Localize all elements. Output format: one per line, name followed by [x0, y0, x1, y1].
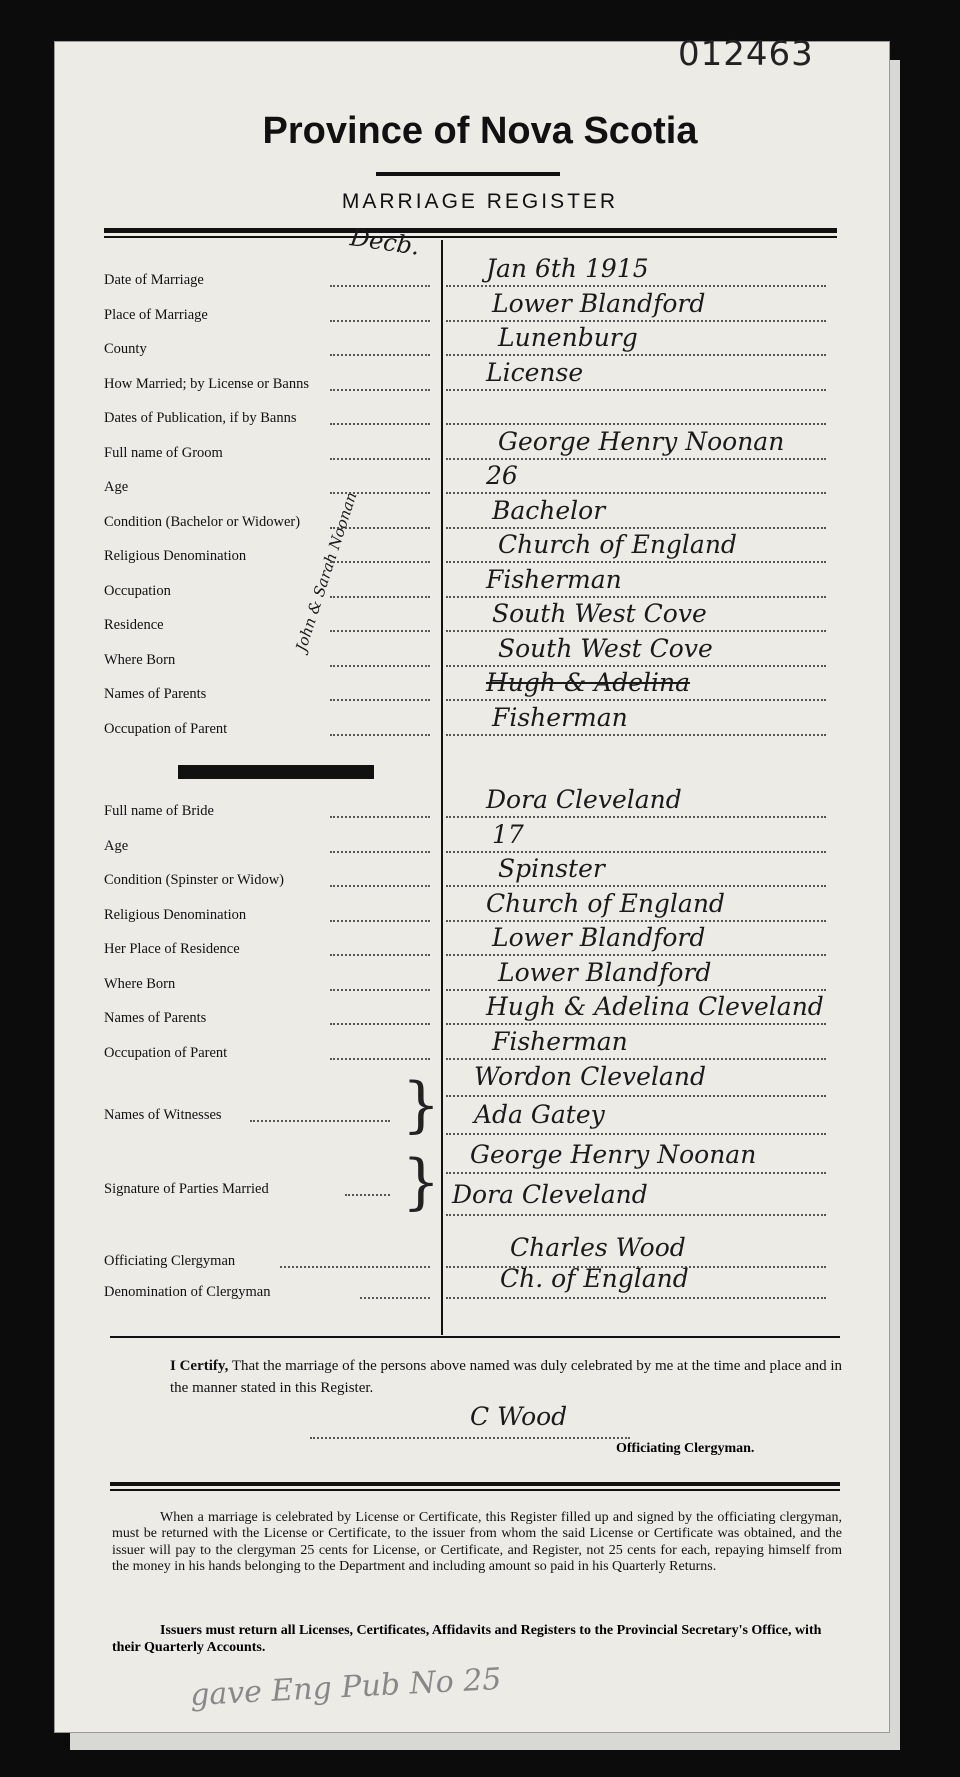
label-dots	[330, 734, 430, 736]
header-rule-thin	[104, 236, 837, 238]
label-dots	[330, 699, 430, 701]
label-dots	[330, 954, 430, 956]
groom-field-label: Religious Denomination	[104, 548, 247, 564]
certify-signature-line	[310, 1437, 630, 1439]
groom-field-value: Church of England	[498, 530, 737, 559]
section-separator-bar	[178, 765, 374, 779]
groom-field-value: Bachelor	[492, 495, 606, 525]
groom-field-label: Occupation	[104, 582, 171, 599]
notice-rule-thin	[110, 1489, 840, 1491]
entry-line	[446, 920, 826, 922]
label-dots	[330, 851, 430, 853]
entry-line	[446, 389, 826, 391]
groom-field-label: Full name of Groom	[104, 444, 223, 461]
page-subtitle: MARRIAGE REGISTER	[341, 190, 619, 213]
groom-field-label: Condition (Bachelor or Widower)	[104, 513, 301, 530]
signatures-label: Signature of Parties Married	[104, 1181, 269, 1197]
groom-field-value: South West Cove	[498, 633, 713, 663]
entry-line	[446, 423, 826, 425]
groom-field-value: Lower Blandford	[492, 288, 706, 318]
entry-line	[446, 954, 826, 956]
document-number: 012463	[678, 34, 814, 74]
entry-line	[446, 816, 826, 818]
entry-line	[446, 885, 826, 887]
bride-field-label: Where Born	[104, 975, 176, 992]
label-dots	[330, 989, 430, 991]
witnesses-label: Names of Witnesses	[104, 1107, 222, 1123]
label-dots	[330, 630, 430, 632]
label-dots	[330, 816, 430, 818]
groom-field-value: Lunenburg	[498, 323, 638, 352]
groom-field-label: Residence	[104, 617, 164, 633]
groom-field-label: Place of Marriage	[104, 306, 208, 323]
header-rule	[104, 228, 837, 233]
bride-field-value: Dora Cleveland	[486, 785, 682, 814]
witness-1: Wordon Cleveland	[474, 1062, 706, 1091]
column-divider	[441, 240, 443, 1335]
entry-line	[446, 285, 826, 287]
entry-line	[446, 1095, 826, 1097]
page-title: Province of Nova Scotia	[262, 110, 698, 152]
groom-field-value: South West Cove	[492, 599, 707, 628]
groom-field-value: Hugh & Adelina	[486, 668, 691, 697]
entry-line	[446, 734, 826, 736]
notice-text: When a marriage is celebrated by License or Certificate, this Register filled up and signed by the officiating clergyman, must be returned with the License or Certificate, to the issuer from whom the said License or Certificate was obtained, and the issuer will pay to the clergyman 25 cents for License, or Certificate, and Register, not 25 cents for each, repaying himself from the money in his hands belonging to the Department and including amount so paid in his Quarterly Returns.	[112, 1510, 842, 1575]
label-dots	[250, 1120, 390, 1122]
certify-body: That the marriage of the persons above named was duly celebrated by me at the time and place and in the manner stated in this Register.	[170, 1358, 842, 1396]
entry-line	[446, 1133, 826, 1135]
groom-field-label: Date of Marriage	[104, 272, 204, 288]
bride-field-label: Occupation of Parent	[104, 1044, 228, 1061]
label-dots	[330, 665, 430, 667]
entry-line	[446, 1058, 826, 1060]
bride-field-value: 17	[492, 819, 524, 849]
label-dots	[330, 920, 430, 922]
entry-line	[446, 1297, 826, 1299]
entry-line	[446, 699, 826, 701]
pencil-note: gave Eng Pub No 25	[189, 1661, 503, 1714]
certification-text	[170, 1355, 850, 1399]
bride-field-label: Her Place of Residence	[104, 941, 240, 957]
certify-lead: I Certify,	[170, 1358, 229, 1374]
clergy-value: Charles Wood	[510, 1233, 686, 1262]
entry-line	[446, 989, 826, 991]
groom-field-value: George Henry Noonan	[498, 426, 785, 456]
label-dots	[330, 1023, 430, 1025]
witness-2: Ada Gatey	[474, 1100, 605, 1129]
entry-line	[446, 354, 826, 356]
entry-line	[446, 851, 826, 853]
bride-field-value: Hugh & Adelina Cleveland	[486, 992, 824, 1021]
entry-line	[446, 630, 826, 632]
groom-field-label: How Married; by License or Banns	[104, 375, 309, 392]
label-dots	[330, 885, 430, 887]
clergy-label: Denomination of Clergyman	[104, 1284, 271, 1300]
entry-line	[446, 665, 826, 667]
notice-rule	[110, 1482, 840, 1486]
bride-field-label: Religious Denomination	[104, 906, 247, 923]
groom-field-label: Where Born	[104, 651, 176, 668]
groom-field-label: Occupation of Parent	[104, 720, 228, 737]
witnesses-brace: }	[402, 1070, 441, 1140]
label-dots	[330, 1058, 430, 1060]
signature-bride: Dora Cleveland	[452, 1180, 648, 1209]
bride-field-value: Fisherman	[492, 1026, 628, 1056]
date-margin-note: Decb.	[348, 223, 422, 261]
entry-line	[446, 1023, 826, 1025]
bride-field-value: Lower Blandford	[498, 957, 712, 987]
clergy-value: Ch. of England	[500, 1264, 689, 1293]
label-dots	[330, 458, 430, 460]
bride-field-value: Lower Blandford	[492, 923, 706, 952]
groom-field-label: Dates of Publication, if by Banns	[104, 410, 297, 426]
signatures-brace: }	[402, 1147, 441, 1217]
label-dots	[330, 596, 430, 598]
bride-field-label: Age	[104, 837, 129, 854]
groom-field-label: Age	[104, 479, 129, 495]
groom-field-label: Names of Parents	[104, 686, 207, 702]
entry-line	[446, 1172, 826, 1174]
label-dots	[345, 1194, 390, 1196]
bride-field-label: Names of Parents	[104, 1010, 207, 1026]
entry-line	[446, 527, 826, 529]
parents-margin-note: John & Sarah Noonan	[292, 489, 361, 654]
groom-field-label: County	[104, 341, 147, 357]
title-rule	[376, 172, 560, 176]
notice-paragraph	[112, 1510, 842, 1576]
entry-line	[446, 596, 826, 598]
bride-field-label: Full name of Bride	[104, 803, 214, 819]
entry-line	[446, 492, 826, 494]
certify-signature: C Wood	[470, 1402, 568, 1431]
groom-field-value: Jan 6th 1915	[486, 254, 649, 283]
label-dots	[330, 423, 430, 425]
groom-field-value: Fisherman	[486, 564, 622, 594]
groom-field-value: License	[486, 357, 584, 387]
signature-groom: George Henry Noonan	[470, 1140, 757, 1169]
entry-line	[446, 561, 826, 563]
entry-line	[446, 458, 826, 460]
bride-field-value: Church of England	[486, 888, 725, 918]
groom-field-value: Fisherman	[492, 702, 628, 732]
certify-signature-label: Officiating Clergyman.	[616, 1441, 755, 1456]
entry-line	[446, 320, 826, 322]
label-dots	[330, 389, 430, 391]
bride-field-value: Spinster	[498, 854, 605, 883]
label-dots	[330, 527, 430, 529]
label-dots	[280, 1266, 430, 1268]
groom-field-value: 26	[486, 461, 518, 490]
issuers-note: Issuers must return all Licenses, Certificates, Affidavits and Registers to the Provincial Secretary's Office, with their Quarterly Accounts.	[112, 1623, 822, 1655]
entry-line	[446, 1214, 826, 1216]
certify-rule	[110, 1336, 840, 1338]
label-dots	[330, 320, 430, 322]
label-dots	[330, 561, 430, 563]
bride-field-label: Condition (Spinster or Widow)	[104, 872, 284, 888]
label-dots	[330, 492, 430, 494]
label-dots	[330, 354, 430, 356]
clergy-label: Officiating Clergyman	[104, 1253, 236, 1269]
label-dots	[330, 285, 430, 287]
label-dots	[360, 1297, 430, 1299]
